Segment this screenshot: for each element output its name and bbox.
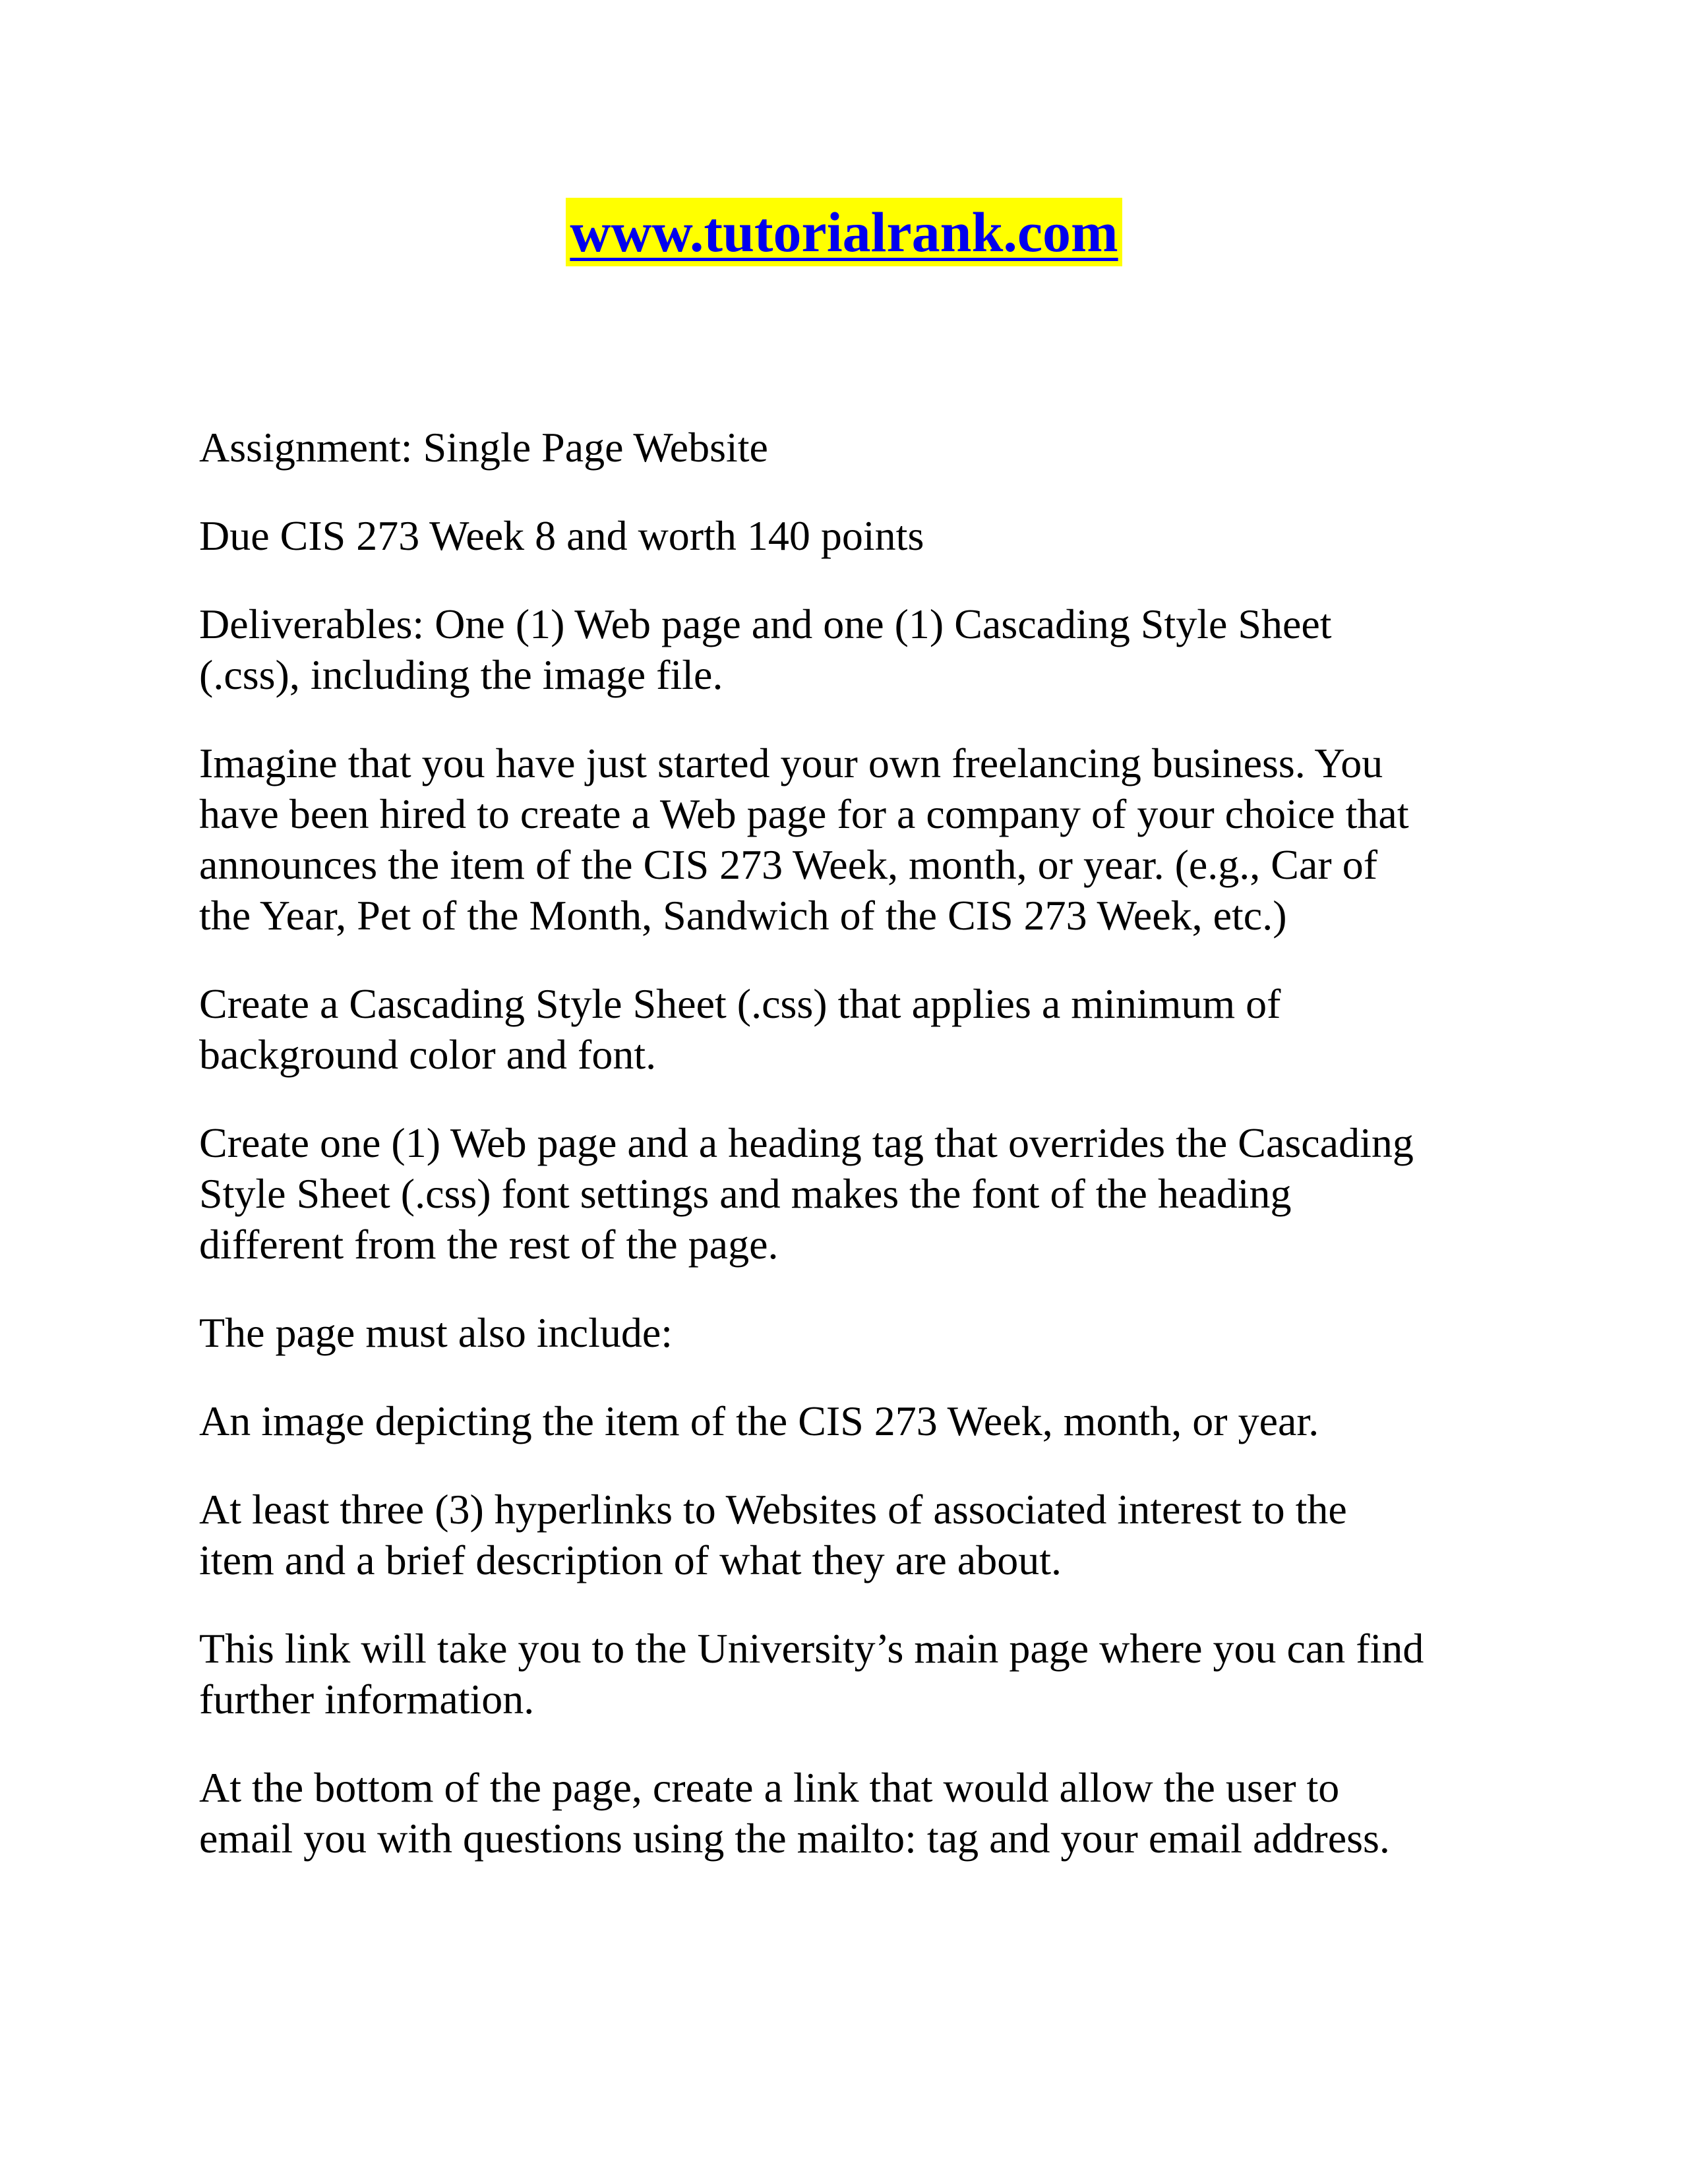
- header: [0, 198, 1688, 266]
- scenario-paragraph: Imagine that you have just started your own freelancing business. You have been hired to create a Web page for a company of your choice that announces the item of the CIS 273 Week, month, or year. (e.g., Car of the Year, Pet of the Month, Sandwich of the CIS 273 Week, etc.): [199, 740, 1409, 939]
- site-link[interactable]: www.tutorialrank.com: [566, 198, 1122, 266]
- due-date-paragraph: Due CIS 273 Week 8 and worth 140 points: [199, 512, 924, 559]
- css-requirement-paragraph: Create a Cascading Style Sheet (.css) that applies a minimum of background color and font.: [199, 980, 1281, 1078]
- image-requirement-paragraph: An image depicting the item of the CIS 273 Week, month, or year.: [199, 1398, 1319, 1444]
- deliverables-paragraph: Deliverables: One (1) Web page and one (1) Cascading Style Sheet (.css), including the image file.: [199, 601, 1332, 698]
- page-includes-paragraph: The page must also include:: [199, 1309, 673, 1356]
- mailto-requirement-paragraph: At the bottom of the page, create a link that would allow the user to email you with questions using the mailto: tag and your email address.: [199, 1764, 1390, 1862]
- document-body: [199, 422, 1505, 1901]
- assignment-title: Assignment: Single Page Website: [199, 424, 768, 471]
- hyperlinks-requirement-paragraph: At least three (3) hyperlinks to Websites of associated interest to the item and a brief description of what they are about.: [199, 1486, 1347, 1583]
- university-link-paragraph: This link will take you to the University’s main page where you can find further information.: [199, 1625, 1424, 1723]
- heading-requirement-paragraph: Create one (1) Web page and a heading tag that overrides the Cascading Style Sheet (.css) font settings and makes the font of the heading different from the rest of the page.: [199, 1119, 1414, 1268]
